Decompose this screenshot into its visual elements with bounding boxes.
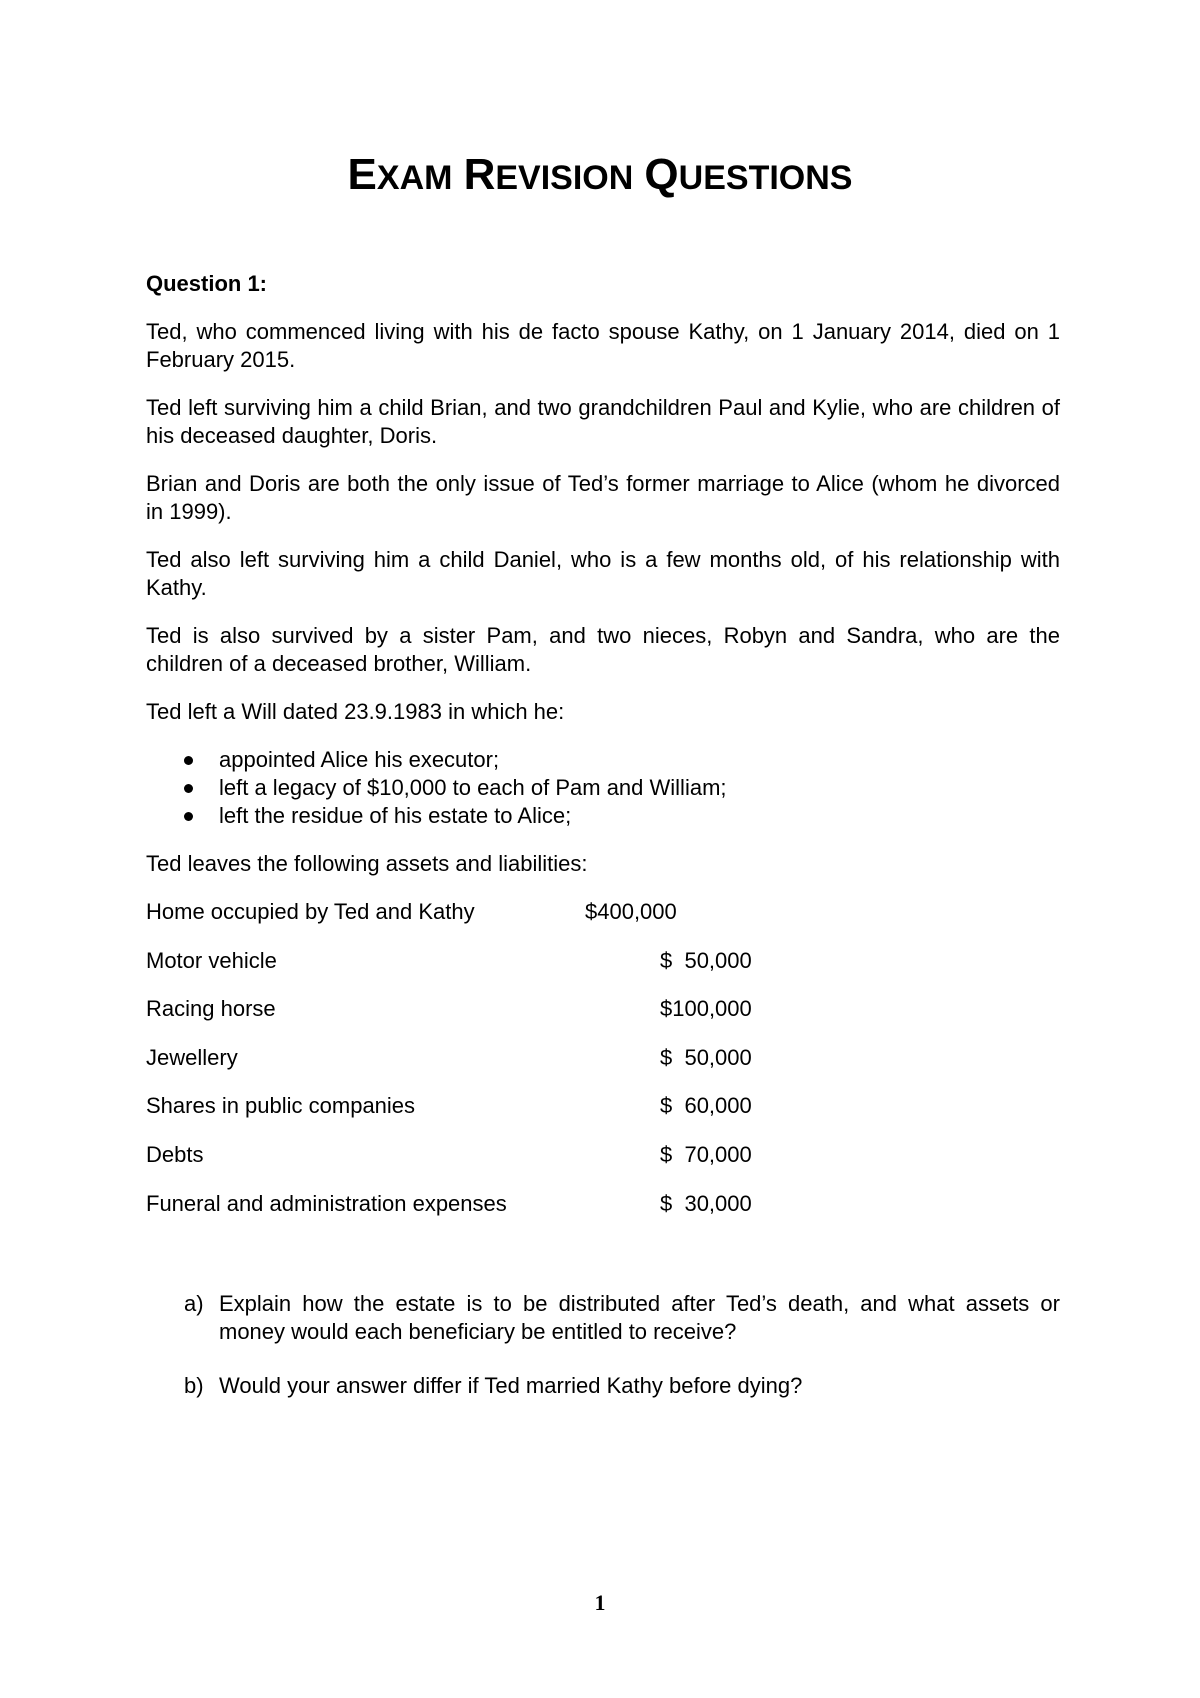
sub-question-marker: a): [184, 1291, 204, 1316]
paragraph: Ted left surviving him a child Brian, and two grandchildren Paul and Kylie, who are children of his deceased daughter, Doris.: [146, 395, 1060, 448]
paragraph: Ted left a Will dated 23.9.1983 in which he:: [146, 699, 565, 724]
page-title: [0, 150, 1200, 200]
table-row: [146, 1190, 1060, 1218]
title-rest: XAM: [376, 159, 453, 197]
sub-question-text: Would your answer differ if Ted married Kathy before dying?: [219, 1373, 803, 1398]
asset-value: $100,000: [660, 996, 752, 1022]
table-row: [146, 995, 1060, 1023]
list-item: [146, 746, 1060, 774]
asset-label: Home occupied by Ted and Kathy: [146, 899, 475, 924]
asset-value: $ 60,000: [660, 1093, 752, 1119]
list-item-text: left a legacy of $10,000 to each of Pam and William;: [219, 775, 727, 800]
sub-questions-list: [146, 1290, 1060, 1426]
bullet-icon: [184, 784, 193, 793]
list-item: [146, 802, 1060, 830]
asset-label: Debts: [146, 1141, 204, 1167]
asset-label: Jewellery: [146, 1044, 238, 1070]
bullet-icon: [184, 756, 193, 765]
paragraph: Ted is also survived by a sister Pam, and two nieces, Robyn and Sandra, who are the children of a deceased brother, William.: [146, 623, 1060, 676]
title-rest: UESTIONS: [678, 159, 853, 197]
table-row: [146, 1092, 1060, 1120]
asset-value: $400,000: [585, 899, 677, 924]
asset-value: $ 30,000: [660, 1190, 752, 1216]
asset-value: $ 50,000: [660, 1044, 752, 1070]
sub-question-marker: b): [184, 1373, 204, 1398]
list-item-text: appointed Alice his executor;: [219, 747, 500, 772]
list-item: [146, 1290, 1060, 1346]
question-body: [146, 270, 1060, 1238]
page-number: 1: [594, 1590, 606, 1615]
bullet-icon: [184, 812, 193, 821]
will-terms-list: [146, 746, 1060, 830]
list-item-text: left the residue of his estate to Alice;: [219, 803, 572, 828]
list-item: [146, 1372, 1060, 1400]
table-row: [146, 1141, 1060, 1169]
asset-value: $ 70,000: [660, 1141, 752, 1167]
title-rest: EVISION: [495, 159, 634, 197]
asset-value: $ 50,000: [660, 947, 752, 973]
assets-intro: Ted leaves the following assets and liabilities:: [146, 851, 588, 876]
asset-label: Motor vehicle: [146, 947, 277, 973]
asset-label: Shares in public companies: [146, 1093, 416, 1119]
asset-label: Racing horse: [146, 996, 276, 1022]
paragraph: Ted also left surviving him a child Daniel, who is a few months old, of his relationship with Kathy.: [146, 547, 1060, 600]
title-initial: E: [347, 150, 377, 199]
paragraph: Ted, who commenced living with his de facto spouse Kathy, on 1 January 2014, died on 1 February 2015.: [146, 319, 1060, 372]
assets-table: [146, 898, 1060, 1218]
table-row: [146, 947, 1060, 975]
table-row: [146, 898, 1060, 926]
title-initial: R: [463, 150, 496, 199]
paragraph: Brian and Doris are both the only issue of Ted’s former marriage to Alice (whom he divorced in 1999).: [146, 471, 1060, 524]
sub-question-text: Explain how the estate is to be distributed after Ted’s death, and what assets or money would each beneficiary be entitled to receive?: [219, 1291, 1060, 1344]
table-row: [146, 1044, 1060, 1072]
list-item: [146, 774, 1060, 802]
asset-label: Funeral and administration expenses: [146, 1190, 507, 1216]
question-heading: Question 1:: [146, 271, 268, 296]
title-initial: Q: [644, 150, 679, 199]
